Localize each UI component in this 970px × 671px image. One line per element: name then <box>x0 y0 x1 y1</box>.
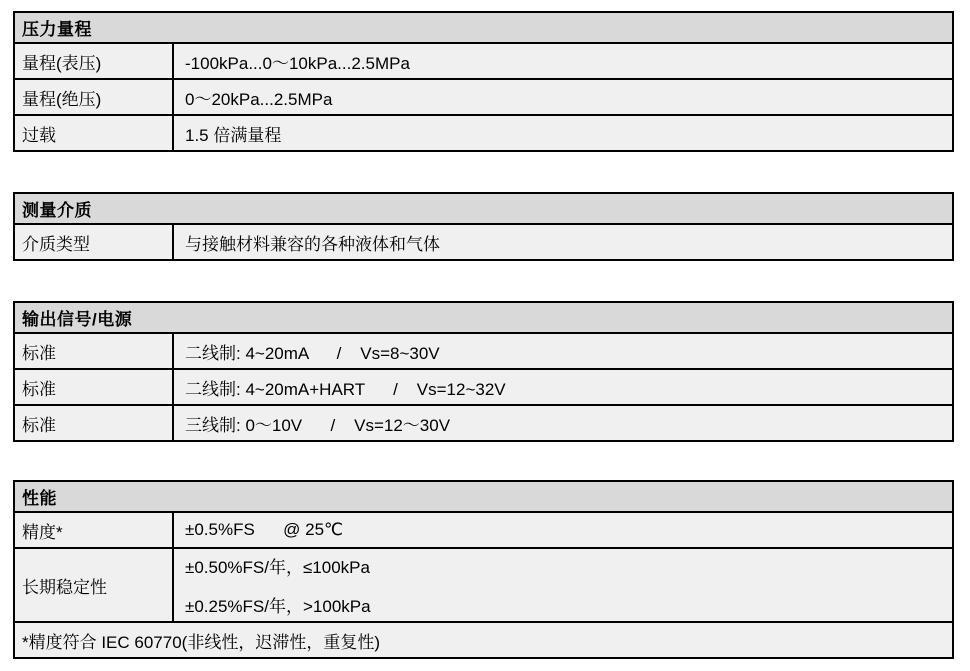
row-label: 精度* <box>15 513 174 547</box>
row-label: 过载 <box>15 116 174 150</box>
table-row <box>15 225 952 259</box>
table-row <box>15 116 952 150</box>
output-signal-power-table <box>13 301 954 442</box>
table-row <box>15 406 952 440</box>
performance-table <box>13 480 954 659</box>
row-label: 标准 <box>15 406 174 440</box>
row-value: 三线制: 0～10V / Vs=12～30V <box>185 415 451 435</box>
table-header <box>15 194 952 225</box>
row-label: 量程(绝压) <box>15 80 174 114</box>
table-footnote: *精度符合 IEC 60770(非线性，迟滞性，重复性) <box>22 632 380 652</box>
row-value: 与接触材料兼容的各种液体和气体 <box>185 234 440 254</box>
table-header <box>15 13 952 44</box>
table-header <box>15 482 952 513</box>
table-row <box>15 513 952 549</box>
row-value <box>174 549 952 621</box>
row-value: 二线制: 4~20mA+HART / Vs=12~32V <box>185 379 506 399</box>
table-title: 测量介质 <box>22 201 92 220</box>
row-value-line: ±0.50%FS/年，≤100kPa <box>185 558 370 577</box>
pressure-range-table <box>13 11 954 152</box>
row-label: 标准 <box>15 370 174 404</box>
table-title: 压力量程 <box>22 20 92 39</box>
row-label: 长期稳定性 <box>15 549 174 621</box>
table-footnote-row <box>15 623 952 657</box>
table-row <box>15 334 952 370</box>
row-value: 1.5 倍满量程 <box>185 125 282 145</box>
row-value: 0～20kPa...2.5MPa <box>185 89 333 109</box>
row-label: 介质类型 <box>15 225 174 259</box>
table-title: 性能 <box>22 489 57 508</box>
table-header <box>15 303 952 334</box>
row-value: ±0.5%FS @ 25℃ <box>185 520 344 539</box>
row-value-line: ±0.25%FS/年，>100kPa <box>185 597 371 616</box>
table-row <box>15 549 952 623</box>
table-row <box>15 44 952 80</box>
spec-sheet-page <box>0 11 970 671</box>
table-row <box>15 80 952 116</box>
table-title: 输出信号/电源 <box>22 310 133 329</box>
row-label: 标准 <box>15 334 174 368</box>
measuring-medium-table <box>13 192 954 261</box>
row-label: 量程(表压) <box>15 44 174 78</box>
row-value: 二线制: 4~20mA / Vs=8~30V <box>185 343 440 363</box>
table-row <box>15 370 952 406</box>
row-value: -100kPa...0～10kPa...2.5MPa <box>185 53 410 73</box>
